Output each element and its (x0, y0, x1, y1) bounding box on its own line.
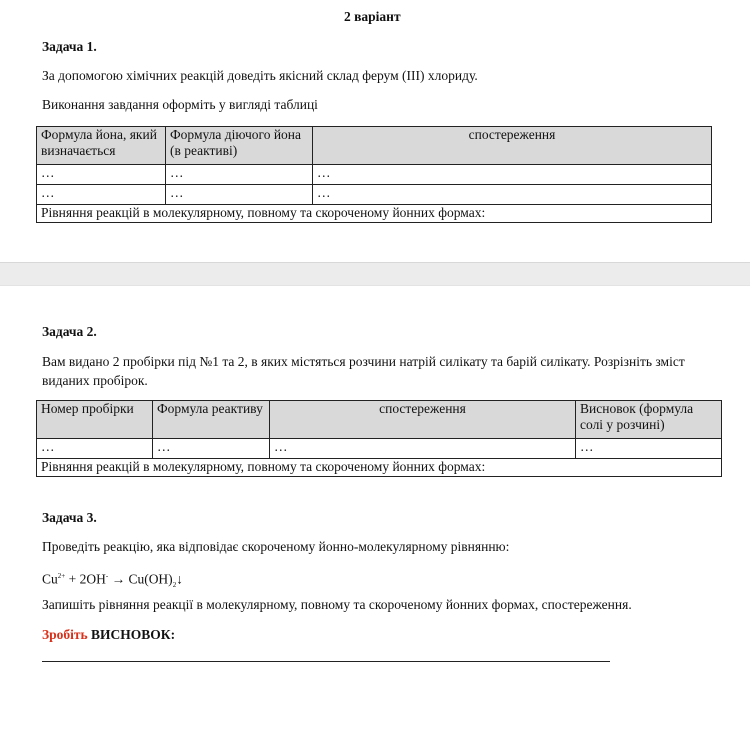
header-cell: Формула йона, який визначається (37, 127, 166, 165)
task3-equation (42, 568, 183, 593)
conclusion-prefix: Зробіть (42, 627, 88, 642)
task1-text: За допомогою хімічних реакцій доведіть якісний склад ферум (III) хлориду. (42, 68, 478, 83)
table-cell: … (576, 439, 722, 459)
page-separator (0, 262, 750, 286)
task3-text: Проведіть реакцію, яка відповідає скороченому йонно-молекулярному рівнянню: (42, 539, 510, 554)
variant-title: 2 варіант (344, 9, 401, 24)
table-cell: … (270, 439, 576, 459)
table-footer: Рівняння реакцій в молекулярному, повному та скороченому йонних формах: (37, 205, 712, 223)
task2-text: Вам видано 2 пробірки під №1 та 2, в яких містяться розчини натрій силікату та барій силікату. Розрізніть зміст виданих пробірок. (42, 354, 685, 388)
task3-title: Задача 3. (42, 510, 97, 525)
table-row (37, 185, 712, 205)
table-cell: … (313, 165, 712, 185)
page-1 (0, 0, 750, 262)
header-cell: спостереження (270, 401, 576, 439)
answer-line[interactable] (42, 661, 610, 662)
table-cell: … (37, 165, 166, 185)
table-cell: … (166, 185, 313, 205)
task2-title: Задача 2. (42, 324, 97, 339)
table-cell: … (313, 185, 712, 205)
header-cell: Висновок (формула солі у розчині) (576, 401, 722, 439)
header-cell: Формула реактиву (153, 401, 270, 439)
table-cell: … (153, 439, 270, 459)
conclusion-label: ВИСНОВОК: (91, 627, 176, 642)
task1-title: Задача 1. (42, 39, 97, 54)
conclusion-line (42, 627, 175, 643)
equation-arrow-product: → Cu(OH) (108, 571, 173, 587)
table-footer-row (37, 205, 712, 223)
task1-instruction: Виконання завдання оформіть у вигляді таблиці (42, 97, 318, 112)
task2-table (36, 400, 722, 477)
equation-oh-charge: - (105, 572, 109, 580)
table-cell: … (37, 185, 166, 205)
header-cell: Номер пробірки (37, 401, 153, 439)
table-footer-row (37, 459, 722, 477)
equation-cu: Cu (42, 571, 58, 587)
equation-cu-charge: 2+ (57, 572, 66, 580)
table-cell: … (166, 165, 313, 185)
equation-plus-oh: + 2OH (65, 571, 106, 587)
page-2 (0, 286, 750, 739)
table-header-row (37, 127, 712, 165)
header-cell: Формула діючого йона (в реактиві) (166, 127, 313, 165)
equation-subscript: 2 (172, 581, 177, 590)
precipitate-arrow-icon: ↓ (176, 571, 183, 587)
header-cell: спостереження (313, 127, 712, 165)
table-header-row (37, 401, 722, 439)
table-footer: Рівняння реакцій в молекулярному, повному та скороченому йонних формах: (37, 459, 722, 477)
table-row (37, 439, 722, 459)
table-cell: … (37, 439, 153, 459)
task1-table (36, 126, 712, 223)
task3-instruction: Запишіть рівняння реакції в молекулярному, повному та скороченому йонних формах, спостереження. (42, 597, 632, 612)
table-row (37, 165, 712, 185)
